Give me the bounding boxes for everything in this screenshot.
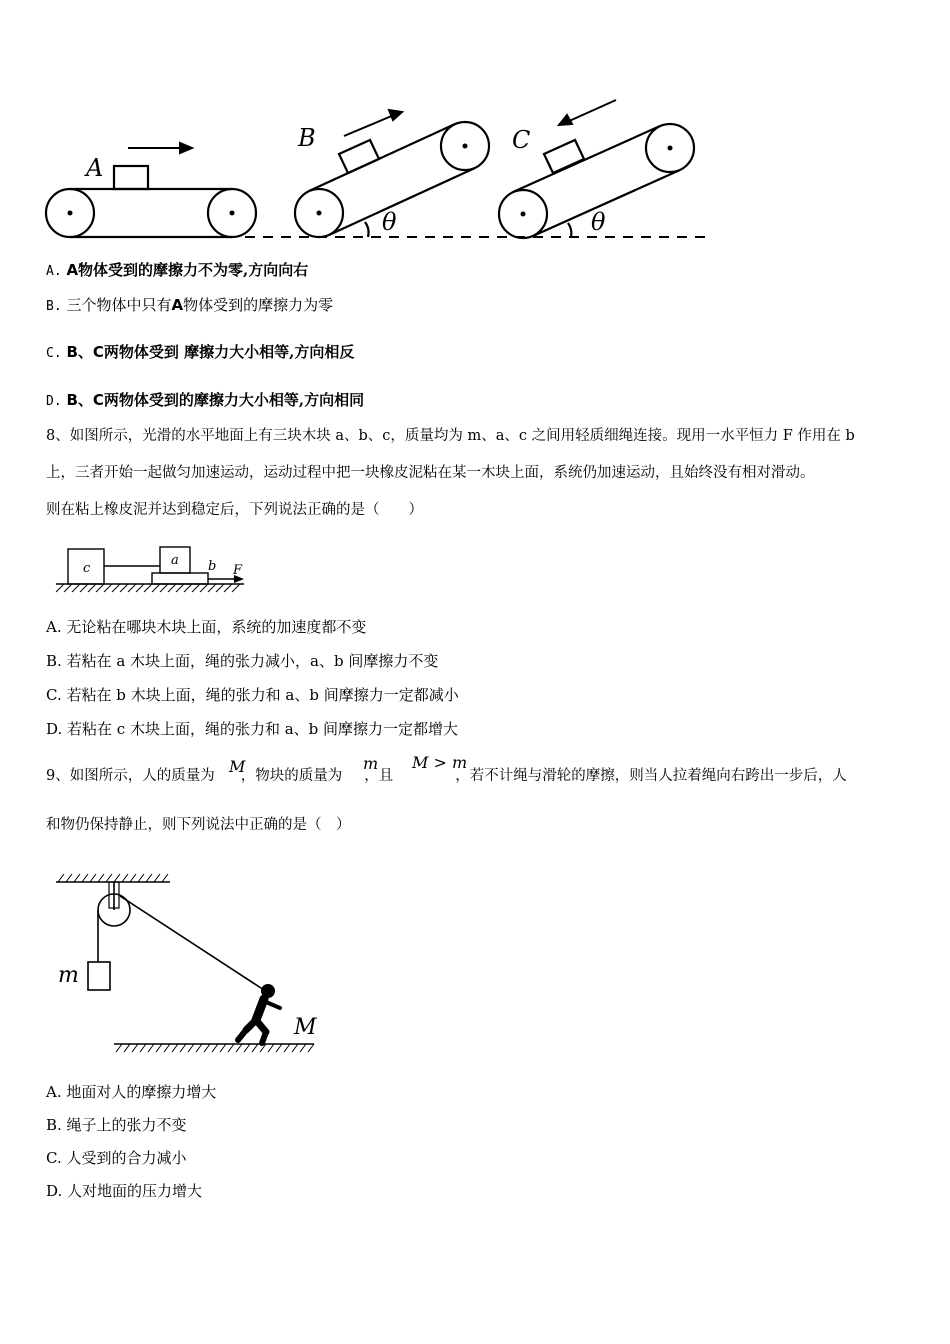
label-mass-m: m: [58, 963, 79, 988]
label-theta-1: θ: [382, 208, 397, 236]
q9-option-d[interactable]: D. 人对地面的压力增大: [46, 1182, 203, 1200]
label-theta-2: θ: [591, 208, 606, 236]
label-block-a: a: [171, 553, 179, 568]
q9-stem-line-2: 和物仍保持静止，则下列说法中正确的是（ ）: [46, 817, 351, 833]
blocks-figure: [52, 542, 262, 602]
q8-option-d[interactable]: D. 若粘在 c 木块上面，绳的张力和 a、b 间摩擦力一定都增大: [46, 720, 459, 738]
q7-option-b[interactable]: B. 三个物体中只有A物体受到的摩擦力为零: [46, 296, 334, 314]
q8-option-c[interactable]: C. 若粘在 b 木块上面，绳的张力和 a、b 间摩擦力一定都减小: [46, 686, 459, 704]
label-force-f: F: [233, 563, 243, 578]
pulley-figure: [50, 868, 340, 1058]
q9-stem-line-1: 9、如图所示，人的质量为 ，物块的质量为 ，且 ，若不计绳与滑轮的摩擦，则当人拉着绳向右跨出一步后，人: [46, 768, 847, 784]
label-b: B: [298, 124, 316, 152]
q8-option-a[interactable]: A. 无论粘在哪块木块上面，系统的加速度都不变: [46, 618, 367, 636]
q9-option-c[interactable]: C. 人受到的合力减小: [46, 1149, 187, 1167]
q7-option-a[interactable]: A. A物体受到的摩擦力不为零,方向向右: [46, 261, 309, 279]
math-condition: M > m: [412, 753, 468, 772]
q8-stem-line-1: 8、如图所示，光滑的水平地面上有三块木块 a、b、c，质量均为 m、a、c 之间用轻质细绳连接。现用一水平恒力 F 作用在 b: [46, 428, 855, 444]
label-c: C: [512, 126, 531, 154]
math-small-m: m: [363, 754, 379, 773]
q7-option-c[interactable]: C. B、C两物体受到 摩擦力大小相等,方向相反: [46, 343, 355, 361]
math-big-m: M: [229, 757, 246, 776]
label-block-c: c: [83, 561, 91, 576]
conveyor-figure: [30, 90, 750, 250]
q9-option-b[interactable]: B. 绳子上的张力不变: [46, 1116, 187, 1134]
q8-stem-line-2: 上，三者开始一起做匀加速运动，运动过程中把一块橡皮泥粘在某一木块上面，系统仍加速运动，且始终没有相对滑动。: [46, 465, 815, 481]
q8-stem-line-3: 则在粘上橡皮泥并达到稳定后，下列说法正确的是（ ）: [46, 502, 423, 518]
label-a: A: [86, 154, 104, 182]
label-mass-big-m: M: [294, 1015, 317, 1040]
person-icon: [238, 984, 280, 1043]
label-block-b: b: [208, 559, 217, 574]
q8-option-b[interactable]: B. 若粘在 a 木块上面，绳的张力减小，a、b 间摩擦力不变: [46, 652, 439, 670]
q7-option-d[interactable]: D. B、C两物体受到的摩擦力大小相等,方向相同: [46, 391, 365, 409]
q9-option-a[interactable]: A. 地面对人的摩擦力增大: [46, 1083, 217, 1101]
